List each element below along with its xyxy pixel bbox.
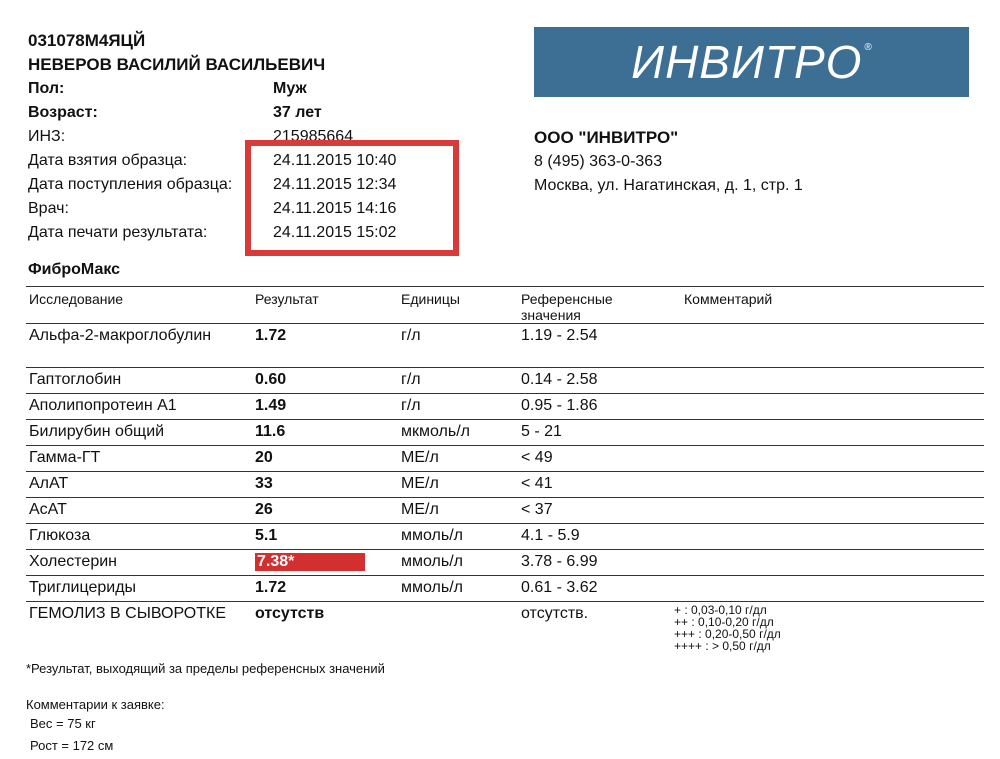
invitro-logo: [534, 27, 969, 97]
test-name: АлАТ: [29, 475, 69, 492]
table-row: [26, 324, 984, 368]
field-sex: [28, 80, 468, 104]
field-value: 37 лет: [273, 104, 322, 121]
test-units: г/л: [401, 327, 421, 344]
test-reference: 0.61 - 3.62: [521, 579, 598, 596]
out-of-range-badge: 7.38*: [255, 553, 365, 571]
test-name: Аполипопротеин А1: [29, 397, 177, 414]
comment-line: + : 0,03-0,10 г/дл: [674, 603, 767, 617]
test-name: ГЕМОЛИЗ В СЫВОРОТКЕ: [29, 605, 226, 622]
test-units: ммоль/л: [401, 527, 463, 544]
test-units: МЕ/л: [401, 449, 439, 466]
test-reference: < 37: [521, 501, 553, 518]
test-result: отсутств: [255, 605, 325, 622]
test-name: Глюкоза: [29, 527, 91, 544]
field-value: 24.11.2015 14:16: [273, 200, 397, 217]
test-name: Альфа-2-макроглобулин: [29, 327, 212, 344]
table-row: [26, 524, 984, 550]
test-name: Билирубин общий: [29, 423, 165, 440]
footnote: *Результат, выходящий за пределы референсных значений: [26, 661, 385, 676]
comments-title: Комментарии к заявке:: [26, 697, 165, 712]
test-result: 33: [255, 475, 273, 492]
test-name: Холестерин: [29, 553, 117, 570]
field-label: Дата взятия образца:: [28, 152, 188, 169]
test-result: 1.72: [255, 327, 287, 344]
comment-line: ++ : 0,10-0,20 г/дл: [674, 615, 774, 629]
table-header: [26, 286, 984, 324]
test-result: 20: [255, 449, 273, 466]
test-reference: 5 - 21: [521, 423, 562, 440]
field-value: 24.11.2015 15:02: [273, 224, 397, 241]
test-name: Триглицериды: [29, 579, 137, 596]
patient-code: 031078М4ЯЦЙ: [28, 31, 146, 50]
company-address: Москва, ул. Нагатинская, д. 1, стр. 1: [534, 177, 803, 194]
test-reference: 0.95 - 1.86: [521, 397, 598, 414]
test-result: 1.72: [255, 579, 287, 596]
test-units: г/л: [401, 371, 421, 388]
header-reference-line2: значения: [521, 307, 581, 323]
test-reference: < 49: [521, 449, 553, 466]
table-row: [26, 394, 984, 420]
dates-highlight-box: [245, 140, 459, 256]
comment-weight: Вес = 75 кг: [30, 716, 96, 731]
company-name: ООО "ИНВИТРО": [534, 128, 679, 147]
registered-mark: ®: [864, 42, 872, 53]
test-units: МЕ/л: [401, 475, 439, 492]
test-reference: 4.1 - 5.9: [521, 527, 580, 544]
test-name: АсАТ: [29, 501, 67, 518]
logo-text: ИНВИТРО: [631, 36, 863, 88]
comment-line: +++ : 0,20-0,50 г/дл: [674, 627, 781, 641]
header-comment: Комментарий: [684, 291, 773, 307]
field-label: ИНЗ:: [28, 128, 66, 145]
header-units: Единицы: [401, 291, 460, 307]
header-test: Исследование: [29, 291, 124, 307]
test-result: 5.1: [255, 527, 278, 544]
header-result: Результат: [255, 291, 319, 307]
test-units: МЕ/л: [401, 501, 439, 518]
table-row: [26, 602, 984, 661]
test-reference: 1.19 - 2.54: [521, 327, 598, 344]
table-row: [26, 498, 984, 524]
field-label: Возраст:: [28, 104, 98, 121]
header-reference-line1: Референсные: [521, 291, 613, 307]
test-result: 26: [255, 501, 273, 518]
test-reference: 0.14 - 2.58: [521, 371, 598, 388]
test-reference: 3.78 - 6.99: [521, 553, 598, 570]
field-label: Пол:: [28, 80, 65, 97]
table-row: [26, 368, 984, 394]
test-result: 0.60: [255, 371, 287, 388]
table-row: [26, 576, 984, 602]
header-reference: [521, 291, 613, 323]
test-units: г/л: [401, 397, 421, 414]
test-comment: [674, 604, 781, 652]
field-value: 24.11.2015 10:40: [273, 152, 397, 169]
test-units: мкмоль/л: [401, 423, 470, 440]
table-row: [26, 420, 984, 446]
results-table: [26, 286, 984, 661]
comment-line: ++++ : > 0,50 г/дл: [674, 639, 771, 653]
field-value: 215985664: [273, 128, 354, 145]
test-units: ммоль/л: [401, 553, 463, 570]
test-reference: < 41: [521, 475, 553, 492]
field-label: Дата поступления образца:: [28, 176, 233, 193]
patient-name: НЕВЕРОВ ВАСИЛИЙ ВАСИЛЬЕВИЧ: [28, 55, 326, 74]
table-row: [26, 446, 984, 472]
field-value: 24.11.2015 12:34: [273, 176, 397, 193]
field-label: Дата печати результата:: [28, 224, 208, 241]
table-row: [26, 550, 984, 576]
test-name: Гамма-ГТ: [29, 449, 101, 466]
company-phone: 8 (495) 363-0-363: [534, 153, 663, 170]
field-label: Врач:: [28, 200, 69, 217]
test-result-flagged: [255, 553, 365, 571]
test-result: 11.6: [255, 423, 286, 440]
test-reference: отсутств.: [521, 605, 589, 622]
field-age: [28, 104, 468, 128]
section-title: ФиброМакс: [28, 261, 121, 278]
field-value: Муж: [273, 80, 307, 97]
test-name: Гаптоглобин: [29, 371, 122, 388]
test-result: 1.49: [255, 397, 287, 414]
comment-height: Рост = 172 см: [30, 738, 114, 753]
test-units: ммоль/л: [401, 579, 463, 596]
table-row: [26, 472, 984, 498]
